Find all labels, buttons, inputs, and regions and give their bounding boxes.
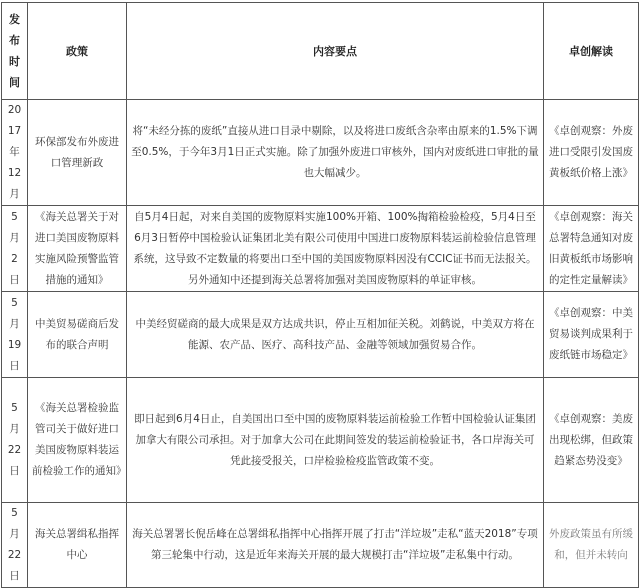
cell-date: 5月22日 [2, 378, 28, 503]
cell-insight: 外废政策虽有所缓和，但并未转向 [544, 503, 639, 588]
cell-policy: 环保部发布外废进口管理新政 [28, 100, 127, 206]
header-insight: 卓创解读 [544, 3, 639, 100]
table-row [2, 378, 639, 503]
table-header-row [2, 3, 639, 100]
cell-date: 5月19日 [2, 292, 28, 378]
cell-policy: 中美贸易磋商后发布的联合声明 [28, 292, 127, 378]
cell-policy: 《海关总署关于对进口美国废物原料实施风险预警监管措施的通知》 [28, 206, 127, 292]
cell-insight: 《卓创观察：海关总署特急通知对废旧黄板纸市场影响的定性定量解读》 [544, 206, 639, 292]
cell-insight: 《卓创观察：美废出现松绑，但政策趋紧态势没变》 [544, 378, 639, 503]
cell-content: 海关总署署长倪岳峰在总署缉私指挥中心指挥开展了打击“洋垃圾”走私“蓝天2018”专项第三轮集中行动，这是近年来海关开展的最大规模打击“洋垃圾”走私集中行动。 [127, 503, 544, 588]
cell-insight: 《卓创观察：外废进口受限引发国废黄板纸价格上涨》 [544, 100, 639, 206]
cell-content: 中美经贸磋商的最大成果是双方达成共识，停止互相加征关税。刘鹤说，中美双方将在能源、农产品、医疗、高科技产品、金融等领域加强贸易合作。 [127, 292, 544, 378]
table-row [2, 292, 639, 378]
cell-date: 2017年12月 [2, 100, 28, 206]
cell-insight: 《卓创观察：中美贸易谈判成果利于废纸链市场稳定》 [544, 292, 639, 378]
policy-table [1, 2, 639, 588]
cell-content: 自5月4日起，对来自美国的废物原料实施100%开箱、100%掏箱检验检疫，5月4日至6月3日暂停中国检验认证集团北美有限公司使用中国进口废物原料装运前检验信息管理系统，这导致不定数量的将要出口至中国的美国废物原料因没有CCIC证书而无法报关。另外通知中还提到海关总署将加强对美国废物原料的单证审核。 [127, 206, 544, 292]
table-row [2, 206, 639, 292]
table-row [2, 503, 639, 588]
header-date: 发布时间 [2, 3, 28, 100]
header-policy: 政策 [28, 3, 127, 100]
header-content: 内容要点 [127, 3, 544, 100]
cell-content: 将“未经分拣的废纸”直接从进口目录中剔除，以及将进口废纸含杂率由原来的1.5%下调至0.5%，于今年3月1日正式实施。除了加强外废进口审核外，国内对废纸进口审批的量也大幅减少。 [127, 100, 544, 206]
cell-policy: 海关总署缉私指挥中心 [28, 503, 127, 588]
cell-date: 5月22日 [2, 503, 28, 588]
cell-date: 5月2日 [2, 206, 28, 292]
table-row [2, 100, 639, 206]
cell-policy: 《海关总署检验监管司关于做好进口美国废物原料装运前检验工作的通知》 [28, 378, 127, 503]
cell-content: 即日起到6月4日止，自美国出口至中国的废物原料装运前检验工作暂中国检验认证集团加拿大有限公司承担。对于加拿大公司在此期间签发的装运前检验证书，各口岸海关可凭此接受报关，口岸检验检疫监管政策不变。 [127, 378, 544, 503]
